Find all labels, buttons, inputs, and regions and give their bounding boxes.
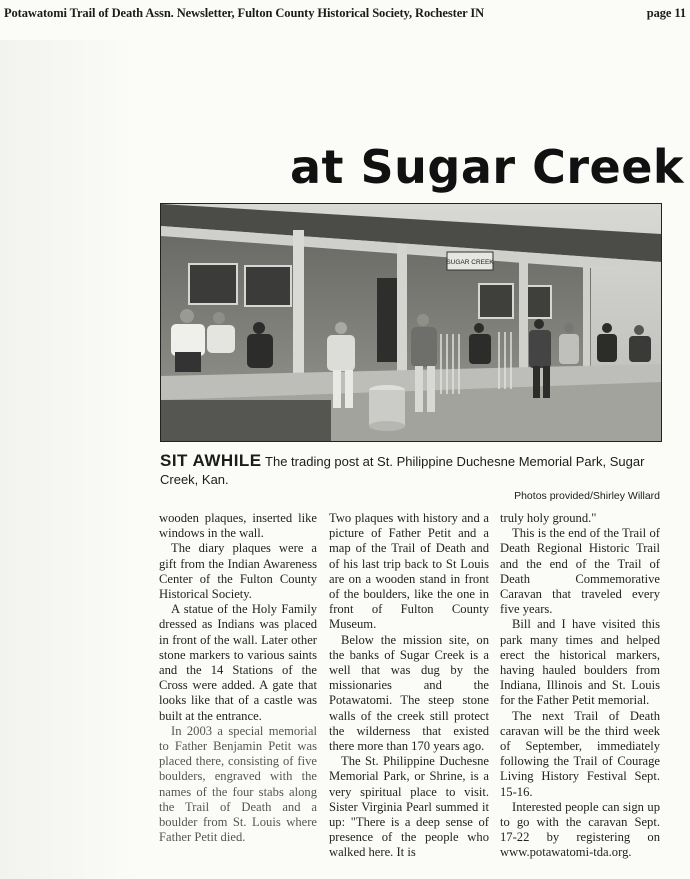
newsletter-title: Potawatomi Trail of Death Assn. Newsletter, Fulton County Historical Society, Rochester IN [4, 6, 485, 20]
photo-caption [160, 452, 665, 489]
paragraph: A statue of the Holy Family dressed as Indians was placed in front of the wall. Later other stone markers to various saints and the 14 Stations of the Cross were added. A gate that looks like that of a castle was built at the entrance. [159, 602, 317, 723]
newsletter-header [4, 6, 688, 22]
photo-illustration [161, 204, 661, 441]
paragraph: In 2003 a special memorial to Father Benjamin Petit was placed there, consisting of five boulders, engraved with the names of the four stabs along the Trail of Death and a boulder from St. Louis where Father Petit died. [159, 723, 317, 845]
caption-lead: SIT AWHILE [160, 451, 262, 470]
page-number: page 11 [646, 6, 686, 20]
page-margin-shading [0, 40, 140, 879]
article-column-2 [329, 511, 489, 861]
paragraph: The diary plaques were a gift from the Indian Awareness Center of the Fulton County Historical Society. [159, 541, 317, 602]
paragraph: The St. Philippine Duchesne Memorial Park, or Shrine, is a very spiritual place to visit. Sister Virginia Pearl summed it up: "There is a deep sense of presence of the people who walked here. It is [329, 754, 489, 860]
paragraph: Interested people can sign up to go with the caravan Sept. 17-22 by registering on www.potawatomi-tda.org. [500, 799, 660, 860]
paragraph: Below the mission site, on the banks of Sugar Creek is a well that was dug by the missionaries and the Potawatomi. The steep stone walls of the creek still protect the wilderness that existed there more than 170 years ago. [329, 632, 489, 754]
caption-text: The trading post at St. Philippine Duchesne Memorial Park, Sugar Creek, Kan. [160, 454, 645, 487]
paragraph: truly holy ground." [500, 511, 597, 525]
paragraph: This is the end of the Trail of Death Regional Historic Trail and the end of the Trail of Death Commemorative Caravan that traveled every five years. [500, 526, 660, 617]
article-column-1 [159, 511, 317, 845]
article-column-3 [500, 511, 660, 861]
trading-post-photo [160, 203, 662, 442]
photo-credit: Photos provided/Shirley Willard [514, 490, 660, 502]
paragraph: wooden plaques, inserted like windows in the wall. [159, 511, 317, 541]
paragraph: The next Trail of Death caravan will be the third week of September, immediately following the Trail of Courage Living History Festival Sept. 15-16. [500, 708, 660, 799]
store-sign: SUGAR CREEK [446, 259, 494, 266]
paragraph: Bill and I have visited this park many times and helped erect the historical markers, having hauled boulders from Indiana, Illinois and St. Louis for the Father Petit memorial. [500, 617, 660, 708]
article-headline: at Sugar Creek [290, 140, 685, 194]
paragraph: Two plaques with history and a picture of Father Petit and a map of the Trail of Death and of his last trip back to St Louis are on a wooden stand in front of the boulders, like the one in front of Fulton County Museum. [329, 511, 489, 632]
